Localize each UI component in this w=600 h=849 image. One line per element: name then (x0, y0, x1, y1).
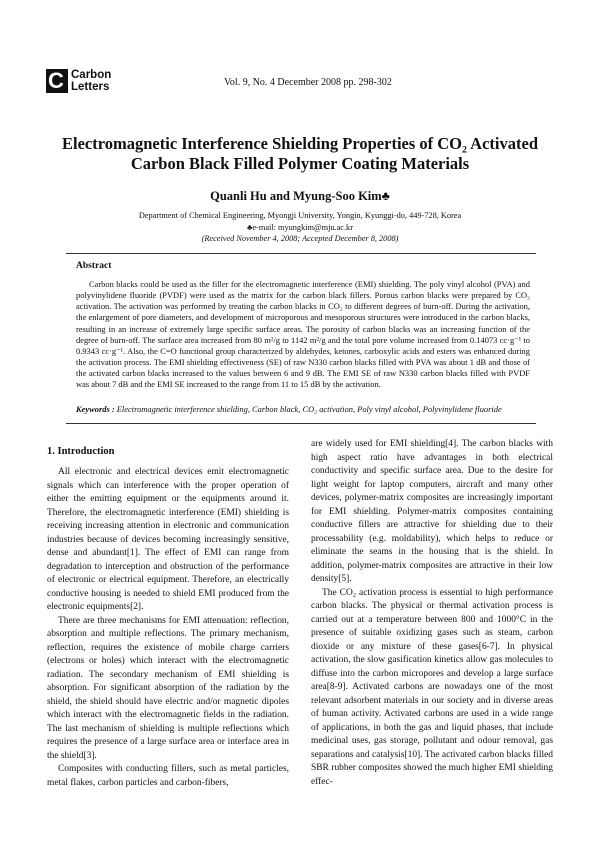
affiliation-block (0, 210, 600, 245)
authors: Quanli Hu and Myung-Soo Kim♣ (210, 189, 390, 203)
right-column (311, 438, 553, 789)
title-line2: Carbon Black Filled Polymer Coating Materials (130, 154, 470, 173)
abstract-heading: Abstract (76, 261, 112, 271)
logo-line2: Letters (71, 81, 110, 93)
logo-mark: C (46, 69, 68, 93)
keywords (76, 404, 536, 415)
affiliation: Department of Chemical Engineering, Myongji University, Yongin, Kyunggi-do, 449-728, Korea (138, 211, 462, 220)
intro-paragraph-1: All electronic and electrical devices emit electromagnetic signals which can interference with the proper operation of either the emitting equipment or the equipments around it. Therefore, the electromagnetic interference (EMI) shielding is receiving increasing attention in electronic and communication industries because of devices becoming increasingly sensitive, dense and abundant[1]. The effect of EMI can range from degradation to interception and obstruction of the performance of electronic or electrical equipment. Therefore, an electrically conductive housing is needed to shield EMI produced from the electronic equipments[2]. (47, 467, 289, 612)
intro-paragraph-3-cont: are widely used for EMI shielding[4]. The carbon blacks with high aspect ratio have advantages in both electrical conductivity and specific surface area. Due to the desire for light weight for laptop computers, aircraft and many other devices, polymer-matrix composites are increasingly important for EMI shielding. Polymer-matrix composites containing conductive fillers are attractive for shielding due to their processability (e.g. moldability), which helps to reduce or eliminate the seams in the housing that is the shield. In addition, polymer-matrix composites are attractive in their low density[5]. (311, 439, 553, 584)
logo-text (71, 69, 111, 93)
received-dates: (Received November 4, 2008; Accepted December 8, 2008) (201, 234, 399, 243)
logo-line1: Carbon (71, 69, 112, 81)
intro-paragraph-2: There are three mechanisms for EMI attenuation: reflection, absorption and multiple reflections. The primary mechanism, reflection, requires the existence of mobile charge carriers (electrons or holes) which interact with the electromagnetic radiation. The secondary mechanism of EMI shielding is absorption. For significant absorption of the radiation by the shield, the shield should have electric and/or magnetic dipoles which interact with the electromagnetic fields in the radiation. The last mechanism of shielding is multiple reflections which requires the presence of a large surface area or interface area in the shield[3]. (47, 615, 289, 761)
left-column (47, 466, 289, 790)
journal-issue: Vol. 9, No. 4 December 2008 pp. 298-302 (224, 77, 392, 88)
intro-paragraph-4: The CO₂ activation process is essential to high performance carbon blacks. The physical or thermal activation process is carried out at a temperature between 800 and 1000°C in the presence of suitable oxidizing gases such as steam, carbon dioxide or any mixture of these gases[6-7]. In physical activation, the slow gasification kinetics allow gas molecules to diffuse into the carbon micropores and develop a large surface area[8-9]. Activated carbons are nowadays one of the most relevant adsorbent materials in our society and in diverse areas of human activity. Activated carbons are used in a wide range of applications, in both the gas and liquid phases, that include medicinal uses, gas storage, pollutant and odour removal, gas separations and catalysis[10]. The activated carbon blacks filled SBR rubber composites showed the much higher EMI shielding effec- (311, 587, 553, 787)
abstract-top-rule (66, 253, 536, 254)
title-line1: Electromagnetic Interference Shielding Properties of CO₂ Activated (61, 134, 538, 153)
paper-title (40, 134, 560, 174)
journal-logo (46, 69, 166, 99)
email: ♣e-mail: myungkim@mju.ac.kr (247, 222, 353, 232)
keywords-list: Electromagnetic interference shielding, Carbon black, CO₂ activation, Poly vinyl alcohol, Polyvinylidene fluoride (114, 404, 502, 414)
abstract-text: Carbon blacks could be used as the filler for the electromagnetic interference (EMI) shielding. The poly vinyl alcohol (PVA) and polyvinylidene fluoride (PVDF) were used as the matrix for the carbon black fillers. Porous carbon blacks were prepared by CO₂ activation. The activation was performed by treating the carbon blacks in CO₂ to different degrees of burn-off. During the activation, the enlargement of pore diameters, and development of microporous and mesoporous structures were introduced in the carbon blacks, resulting in an increase of extremely large specific surface areas. The porosity of carbon blacks was an increasing function of the degree of burn-off. The surface area increased from 80 m²/g to 1142 m²/g and the total pore volume increased from 0.14073 cc·g⁻¹ to 0.9343 cc·g⁻¹. Also, the C=O functional group characterized by aldehydes, ketones, carboxylic acids and esters was enhanced during the activation process. The EMI shielding effectiveness (SE) of raw N330 carbon blacks filled with PVA was about 1 dB and those of the activated carbon blacks increased to the values between 6 and 9 dB. The EMI SE of raw N330 carbon blacks filled with PVDF was about 7 dB and the EMI SE increased to the range from 11 to 15 dB by the activation. (76, 279, 530, 390)
abstract-bottom-rule (66, 423, 536, 424)
intro-paragraph-3: Composites with conducting fillers, such as metal particles, metal flakes, carbon particles and carbon-fibers, (47, 764, 289, 788)
section-heading-introduction: 1. Introduction (47, 446, 115, 457)
keywords-label: Keywords : (76, 404, 115, 414)
